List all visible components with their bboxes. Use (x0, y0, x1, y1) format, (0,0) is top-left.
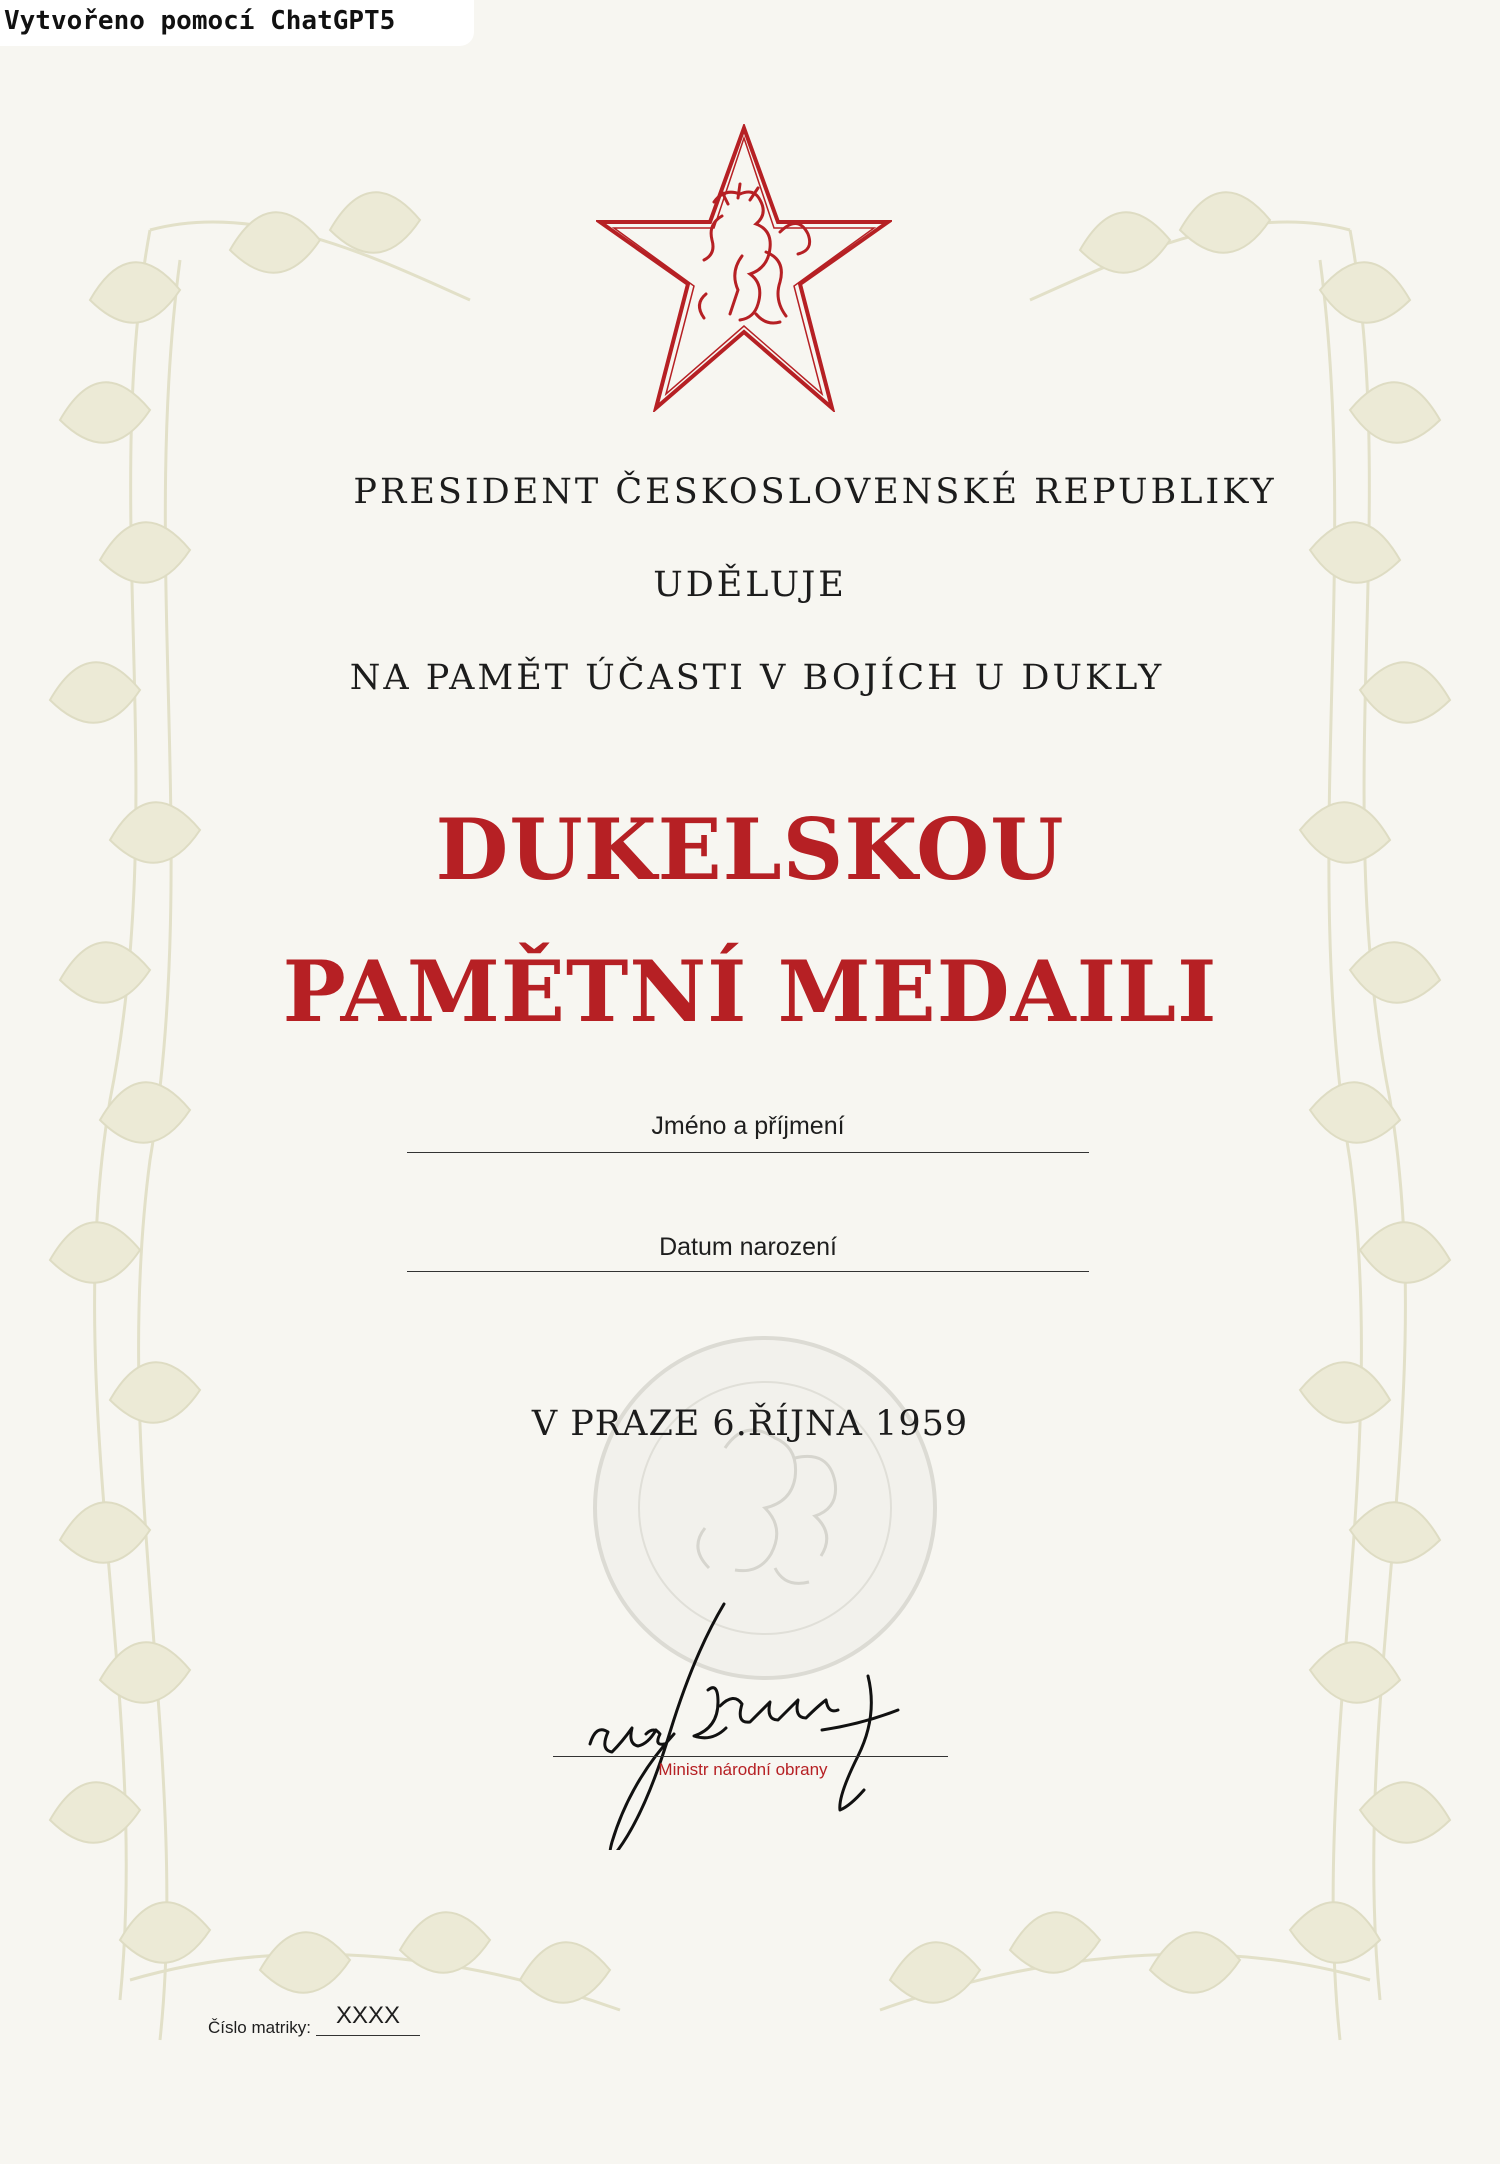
place-and-date: V PRAZE 6.ŘÍJNA 1959 (531, 1404, 969, 1444)
watermark-tag: Vytvořeno pomocí ChatGPT5 (0, 0, 474, 46)
medal-title-line1: DUKELSKOU (435, 800, 1065, 899)
signature-line (553, 1756, 948, 1757)
registry-number-value: XXXX (335, 2002, 401, 2029)
medal-title-line2: PAMĚTNÍ MEDAILI (282, 942, 1218, 1041)
name-field-label: Jméno a příjmení (651, 1112, 845, 1140)
purpose-line: NA PAMĚT ÚČASTI V BOJÍCH U DUKLY (349, 658, 1165, 698)
registry-number-label: Číslo matriky: (208, 2018, 311, 2037)
minister-signature (560, 1580, 940, 1850)
grants-line: UDĚLUJE (653, 565, 847, 605)
name-field-line (407, 1152, 1089, 1153)
signature-caption: Ministr národní obrany (658, 1760, 828, 1779)
star-lion-emblem (596, 124, 892, 412)
registry-number-line (316, 2035, 420, 2036)
birth-date-field-label: Datum narození (659, 1233, 837, 1261)
birth-date-field-line (407, 1271, 1089, 1272)
certificate-heading: PRESIDENT ČESKOSLOVENSKÉ REPUBLIKY (353, 472, 1277, 512)
